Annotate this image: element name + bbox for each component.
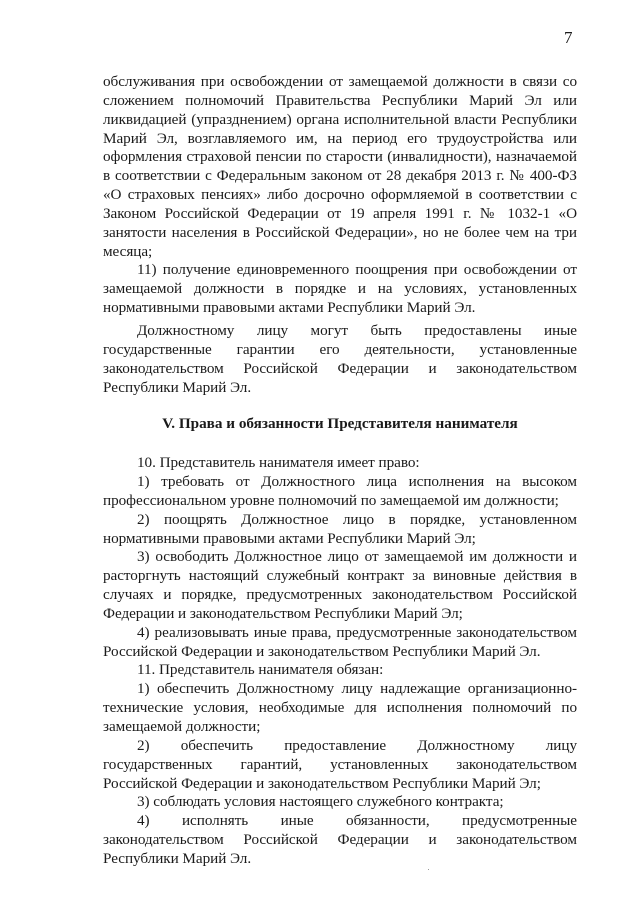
paragraph-clause-11-item-1: 1) обеспечить Должностному лицу надлежащие организационно-технические условия, необходимые для исполнения полномочий по замещаемой должности; [103, 680, 577, 735]
document-body [103, 73, 577, 869]
paragraph-clause-10-item-4: 4) реализовывать иные права, предусмотренные законодательством Российской Федерации и законодательством Республики Марий Эл. [103, 623, 577, 660]
paragraph-clause-11-item-2: 2) обеспечить предоставление Должностному лицу государственных гарантий, установленных законодательством Российской Федерации и законодательством Республики Марий Эл; [103, 736, 577, 792]
paragraph-item-11-bonus: 11) получение единовременного поощрения при освобождении от замещаемой должности в порядке и на условиях, установленных нормативными правовыми актами Республики Марий Эл. [103, 261, 577, 317]
paragraph-clause-10-item-3: 3) освободить Должностное лицо от замещаемой им должности и расторгнуть настоящий служебный контракт за виновные действия в случаях и порядке, предусмотренных законодательством Российской Федерации и законодательством Республики Марий Эл; [103, 548, 577, 622]
paragraph-pension-continuation: обслуживания при освобождении от замещаемой должности в связи со сложением полномочий Правительства Республики Марий Эл или ликвидацией (упразднением) органа исполнительной власти Республики Марий Эл, возглавляемого им, на период его трудоустройства или оформления страховой пенсии по старости (инвалидности), назначаемой в соответствии с Федеральным законом от 28 декабря 2013 г. № 400-ФЗ «О страховых пенсиях» либо досрочно оформляемой в соответствии с Законом Российской Федерации от 19 апреля 1991 г. № 1032-1 «О занятости населения в Российской Федерации», но не более чем на три месяца; [103, 73, 577, 260]
scan-speck [428, 869, 429, 870]
paragraph-clause-11-item-3: 3) соблюдать условия настоящего служебного контракта; [137, 793, 504, 811]
paragraph-clause-10-item-1: 1) требовать от Должностного лица исполнения на высоком профессиональном уровне полномочий по замещаемой им должности; [103, 473, 577, 509]
paragraph-clause-11-item-4: 4) исполнять иные обязанности, предусмотренные законодательством Российской Федерации и законодательством Республики Марий Эл. [103, 812, 577, 867]
paragraph-clause-11: 11. Представитель нанимателя обязан: [137, 661, 384, 679]
paragraph-other-guarantees: Должностному лицу могут быть предоставлены иные государственные гарантии его деятельности, установленные законодательством Российской Федерации и законодательством Республики Марий Эл. [103, 321, 577, 396]
section-heading: V. Права и обязанности Представителя нанимателя [162, 415, 518, 433]
paragraph-clause-10-item-2: 2) поощрять Должностное лицо в порядке, установленном нормативными правовыми актами Республики Марий Эл; [103, 510, 577, 547]
page-number: 7 [564, 28, 573, 47]
paragraph-clause-10: 10. Представитель нанимателя имеет право: [137, 454, 420, 472]
